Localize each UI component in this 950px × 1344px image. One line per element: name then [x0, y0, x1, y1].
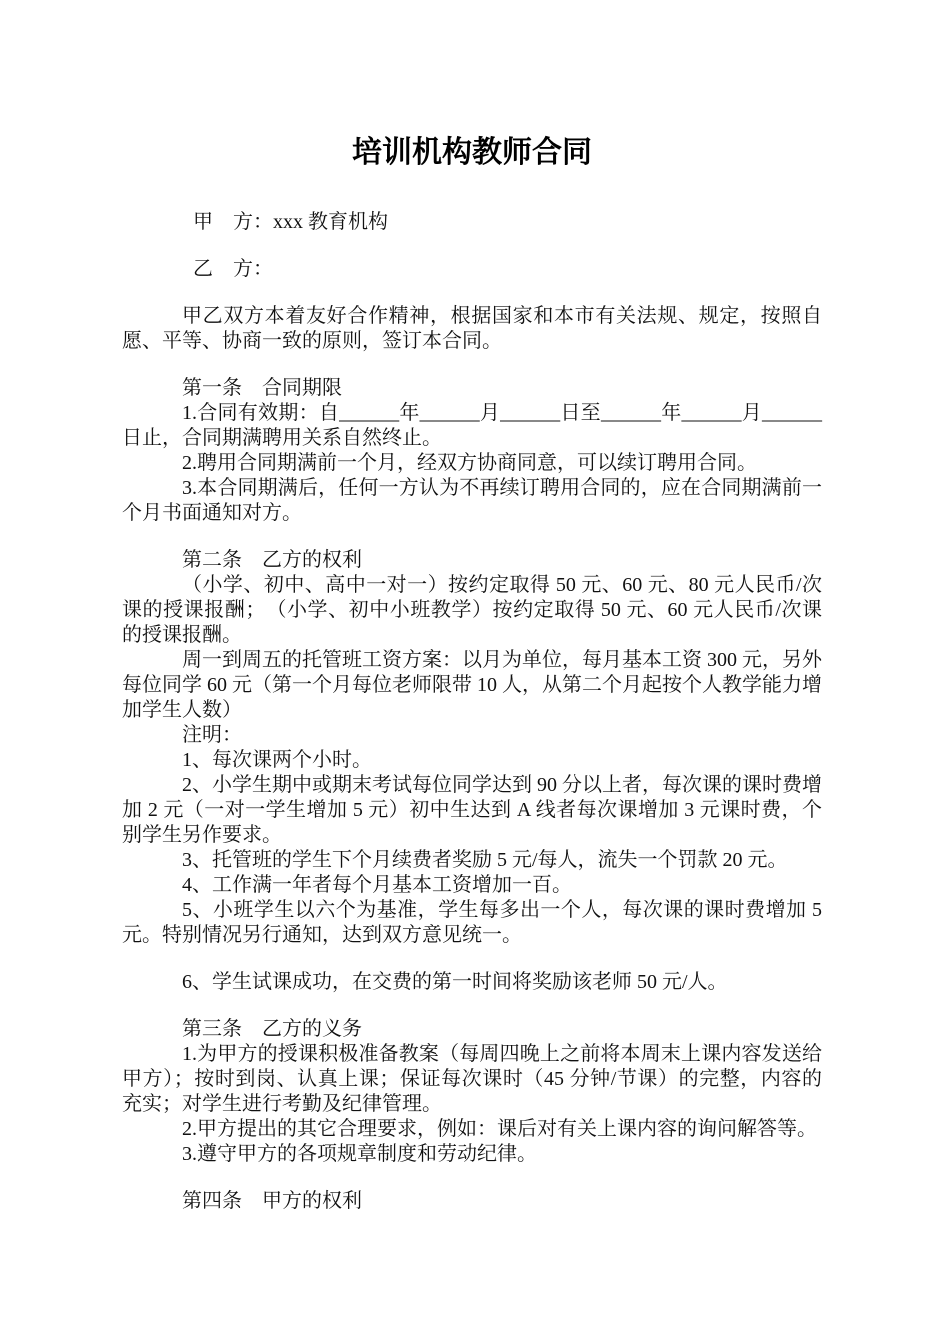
note-5: 5、小班学生以六个为基准，学生每多出一个人，每次课的课时费增加 5 元。特别情况另行通知，达到双方意见统一。	[122, 899, 822, 946]
note-6: 6、学生试课成功，在交费的第一时间将奖励该老师 50 元/人。	[182, 971, 728, 993]
clause-3-item-2: 2.甲方提出的其它合理要求，例如：课后对有关上课内容的询问解答等。	[182, 1118, 817, 1140]
note-1: 1、每次课两个小时。	[182, 749, 372, 771]
contract-title: 培训机构教师合同	[352, 136, 592, 169]
clause-1-heading: 第一条 合同期限	[182, 377, 342, 399]
clause-1-item-1: 1.合同有效期：自______年______月______日至______年______月______日止，合同期满聘用关系自然终止。	[122, 402, 822, 449]
note-2: 2、小学生期中或期末考试每位同学达到 90 分以上者，每次课的课时费增加 2 元（一对一学生增加 5 元）初中生达到 A 线者每次课增加 3 元课时费，个别学生另作要求。	[122, 774, 822, 846]
clause-4-heading: 第四条 甲方的权利	[182, 1190, 362, 1212]
preamble-paragraph: 甲乙双方本着友好合作精神，根据国家和本市有关法规、规定，按照自愿、平等、协商一致的原则，签订本合同。	[122, 305, 822, 352]
clause-2-daycare-salary-paragraph: 周一到周五的托管班工资方案：以月为单位，每月基本工资 300 元，另外每位同学 60 元（第一个月每位老师限带 10 人，从第二个月起按个人教学能力增加学生人数）	[122, 649, 822, 721]
notes-label: 注明：	[182, 724, 242, 746]
party-b-line: 乙 方：	[193, 258, 273, 280]
clause-1-item-2: 2.聘用合同期满前一个月，经双方协商同意，可以续订聘用合同。	[182, 452, 757, 474]
note-4: 4、工作满一年者每个月基本工资增加一百。	[182, 874, 572, 896]
clause-3-item-3: 3.遵守甲方的各项规章制度和劳动纪律。	[182, 1143, 537, 1165]
clause-1-item-3: 3.本合同期满后，任何一方认为不再续订聘用合同的，应在合同期满前一个月书面通知对方。	[122, 477, 822, 524]
document-body	[122, 136, 822, 1214]
note-3: 3、托管班的学生下个月续费者奖励 5 元/每人，流失一个罚款 20 元。	[182, 849, 788, 871]
clause-2-tuition-pay-paragraph: （小学、初中、高中一对一）按约定取得 50 元、60 元、80 元人民币/次课的授课报酬； （小学、初中小班教学）按约定取得 50 元、60 元人民币/次课的授课报酬。	[122, 574, 822, 646]
clause-3-item-1: 1.为甲方的授课积极准备教案（每周四晚上之前将本周末上课内容发送给甲方）；按时到岗、认真上课；保证每次课时（45 分钟/节课）的完整，内容的充实；对学生进行考勤及纪律管理。	[122, 1043, 822, 1115]
party-a-line: 甲 方：xxx 教育机构	[193, 211, 388, 233]
clause-3-heading: 第三条 乙方的义务	[182, 1018, 362, 1040]
clause-2-heading: 第二条 乙方的权利	[182, 549, 362, 571]
